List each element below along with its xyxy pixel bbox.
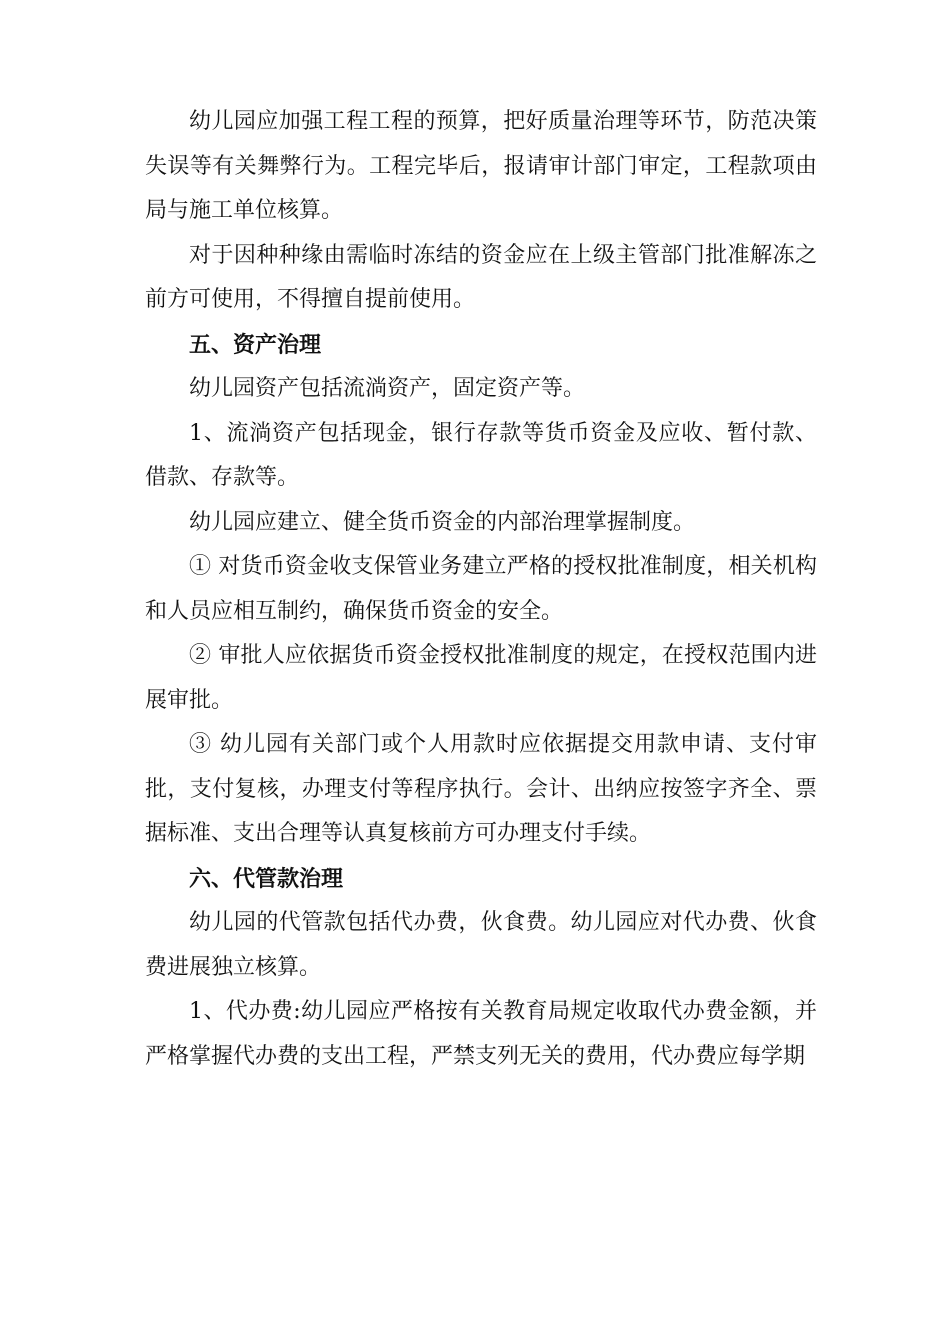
- document-body: [145, 100, 817, 1079]
- paragraph-internal-control: 幼儿园应建立、健全货币资金的内部治理掌握制度。: [189, 509, 696, 535]
- paragraph-project-budget: 幼儿园应加强工程工程的预算，把好质量治理等环节，防范决策失误等有关舞弊行为。工程完毕后，报请审计部门审定，工程款项由局与施工单位核算。: [145, 109, 817, 223]
- paragraph-item-3-payment: ③ 幼儿园有关部门或个人用款时应依据提交用款申请、支付审批，支付复核，办理支付等程序执行。会计、出纳应按签字齐全、票据标准、支出合理等认真复核前方可办理支付手续。: [145, 732, 817, 846]
- paragraph-agency-fee: 1、代办费:幼儿园应严格按有关教育局规定收取代办费金额，并严格掌握代办费的支出工程，严禁支列无关的费用，代办费应每学期: [145, 999, 817, 1069]
- paragraph-custody-overview: 幼儿园的代管款包括代办费，伙食费。幼儿园应对代办费、伙食费进展独立核算。: [145, 910, 817, 980]
- paragraph-current-assets: 1、流淌资产包括现金，银行存款等货币资金及应收、暂付款、借款、存款等。: [145, 420, 817, 490]
- section-heading-custody-funds: 六、代管款治理: [189, 865, 344, 892]
- section-heading-asset-management: 五、资产治理: [189, 331, 322, 358]
- paragraph-item-2-approval: ② 审批人应依据货币资金授权批准制度的规定，在授权范围内进展审批。: [145, 643, 817, 713]
- paragraph-frozen-funds: 对于因种种缘由需临时冻结的资金应在上级主管部门批准解冻之前方可使用，不得擅自提前使用。: [145, 242, 817, 312]
- paragraph-item-1-authorization: ① 对货币资金收支保管业务建立严格的授权批准制度，相关机构和人员应相互制约，确保货币资金的安全。: [145, 554, 817, 624]
- paragraph-assets-overview: 幼儿园资产包括流淌资产，固定资产等。: [189, 376, 586, 401]
